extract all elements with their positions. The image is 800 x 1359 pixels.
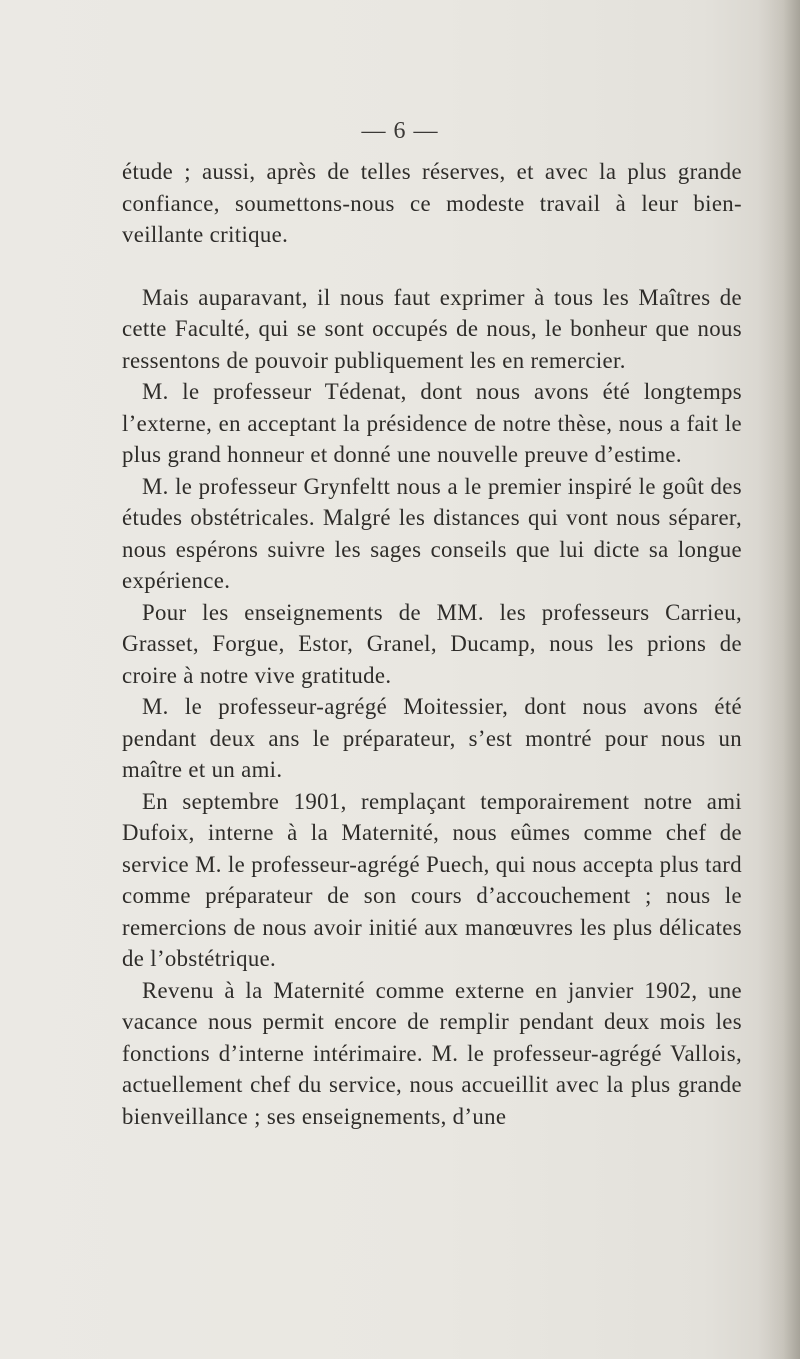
- paragraph-grynfeltt: M. le professeur Grynfeltt nous a le premier inspiré le goût des études obstétricales. Malgré les distances qui vont nous séparer, nous espérons suivre les sages conseils que lui dicte sa longue expérience.: [122, 473, 742, 593]
- paragraph-professors: Pour les enseignements de MM. les professeurs Carrieu, Grasset, Forgue, Estor, Granel, Ducamp, nous les prions de croire à notre vive gratitude.: [122, 599, 742, 688]
- paragraph-puech: En septembre 1901, remplaçant temporairement notre ami Dufoix, interne à la Maternité, nous eûmes comme chef de service M. le professeur-agrégé Puech, qui nous accepta plus tard comme préparateur de son cours d’accouchement ; nous le remercions de nous avoir initié aux manœuvres les plus délicates de l’obstétrique.: [122, 788, 742, 971]
- page-edge-shadow: [758, 0, 800, 1359]
- page-number: — 6 —: [361, 118, 439, 144]
- paragraph-vallois: Revenu à la Maternité comme externe en janvier 1902, une vacance nous permit encore de remplir pendant deux mois les fonctions d’interne intérimaire. M. le professeur-agrégé Vallois, actuellement chef du service, nous accueillit avec la plus grande bienveillance ; ses enseignements, d’une: [122, 977, 742, 1129]
- paragraph-thanks-faculty: Mais auparavant, il nous faut exprimer à tous les Maîtres de cette Faculté, qui se sont occupés de nous, le bonheur que nous ressentons de pouvoir publiquement les en remercier.: [122, 284, 742, 373]
- paragraph-tedenat: M. le professeur Tédenat, dont nous avons été longtemps l’externe, en acceptant la présidence de notre thèse, nous a fait le plus grand honneur et donné une nouvelle preuve d’estime.: [122, 379, 742, 467]
- paragraph-moitessier: M. le professeur-agrégé Moitessier, dont nous avons été pendant deux ans le préparateur, s’est montré pour nous un maître et un ami.: [122, 694, 742, 782]
- body-text: [122, 156, 742, 1132]
- paragraph-continuation: étude ; aussi, après de telles réserves, et avec la plus grande confiance, soumettons-nous ce modeste travail à leur bien-veillante critique.: [122, 159, 742, 247]
